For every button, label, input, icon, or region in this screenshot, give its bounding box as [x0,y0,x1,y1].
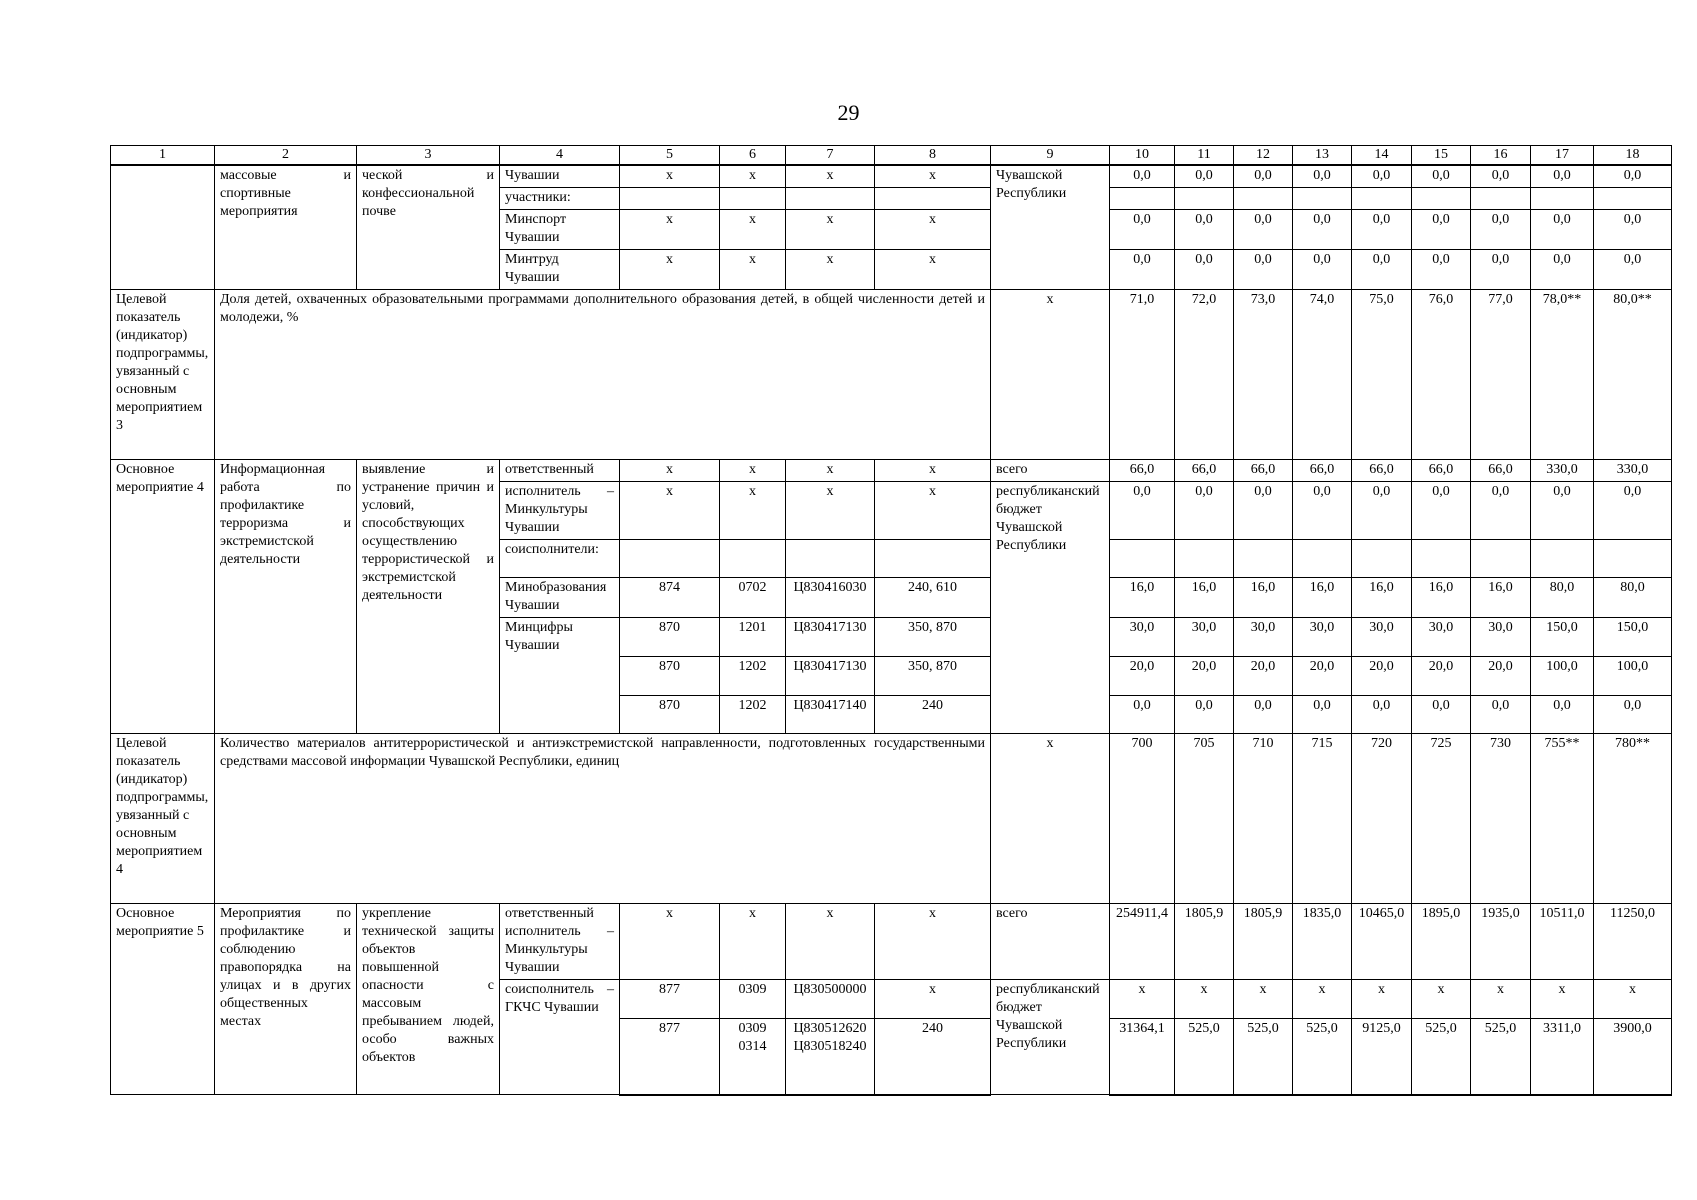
col-num-10: 10 [1110,146,1175,166]
value-cell: x [1531,980,1594,1019]
value-cell: 0,0 [1293,482,1352,540]
col-num-18: 18 [1594,146,1672,166]
value-cell: 30,0 [1352,618,1412,657]
executor: Чувашии [500,165,620,188]
value-cell: 0,0 [1471,250,1531,290]
col-num-14: 14 [1352,146,1412,166]
value-cell: 710 [1234,734,1293,904]
value-cell: 0,0 [1531,210,1594,250]
value-cell: 0,0 [1531,482,1594,540]
value-cell: 77,0 [1471,290,1531,460]
value-cell: x [1352,980,1412,1019]
funding-source: x [991,290,1110,460]
value-cell: 0,0 [1175,210,1234,250]
value-cell: 0,0 [1594,482,1672,540]
target-article-code: x [786,210,875,250]
col-num-1: 1 [111,146,215,166]
grbs-code: x [620,904,720,980]
value-cell: 73,0 [1234,290,1293,460]
value-cell: 730 [1471,734,1531,904]
value-cell: x [1110,980,1175,1019]
value-cell: 0,0 [1234,482,1293,540]
value-cell: 525,0 [1293,1019,1352,1095]
value-cell: 0,0 [1110,250,1175,290]
value-cell: 0,0 [1110,165,1175,188]
target-article-code: x [786,250,875,290]
executor: Минтруд Чувашии [500,250,620,290]
col-num-15: 15 [1412,146,1471,166]
grbs-code: 877 [620,1019,720,1095]
value-cell: 330,0 [1594,460,1672,482]
section-code: x [720,482,786,540]
value-cell: 72,0 [1175,290,1234,460]
value-cell: 0,0 [1594,210,1672,250]
value-cell: 1805,9 [1234,904,1293,980]
activity-name: массовые и спортивные мероприятия [215,165,357,290]
target-article-code: Ц830512620 Ц830518240 [786,1019,875,1095]
value-cell: 74,0 [1293,290,1352,460]
expense-type-code: x [875,482,991,540]
column-number-row [111,146,1672,166]
value-cell: 20,0 [1110,657,1175,696]
value-cell: 715 [1293,734,1352,904]
value-cell: 78,0** [1531,290,1594,460]
grbs-code: 874 [620,578,720,618]
value-cell: 330,0 [1531,460,1594,482]
value-cell: 755** [1531,734,1594,904]
section-code: 0309 [720,980,786,1019]
value-cell: 16,0 [1412,578,1471,618]
grbs-code: x [620,482,720,540]
expense-type-code: 350, 870 [875,657,991,696]
grbs-code: x [620,460,720,482]
value-cell: 66,0 [1110,460,1175,482]
value-cell: 1805,9 [1175,904,1234,980]
table-row [111,290,1672,460]
value-cell: 150,0 [1531,618,1594,657]
target-article-code: Ц830417130 [786,618,875,657]
value-cell: 30,0 [1293,618,1352,657]
value-cell: 75,0 [1352,290,1412,460]
target-article-code: x [786,460,875,482]
col-num-17: 17 [1531,146,1594,166]
value-cell: 725 [1412,734,1471,904]
target-article-code: Ц830416030 [786,578,875,618]
value-cell: 0,0 [1594,165,1672,188]
value-cell: 16,0 [1352,578,1412,618]
value-cell: 16,0 [1175,578,1234,618]
value-cell: 11250,0 [1594,904,1672,980]
value-cell: x [1471,980,1531,1019]
value-cell: 16,0 [1234,578,1293,618]
value-cell: 1935,0 [1471,904,1531,980]
executor: Минспорт Чувашии [500,210,620,250]
value-cell: 30,0 [1234,618,1293,657]
value-cell: 16,0 [1110,578,1175,618]
activity-name: Информационная работа по профилактике терроризма и экстремистской деятельности [215,460,357,734]
value-cell: 71,0 [1110,290,1175,460]
value-cell: 0,0 [1471,482,1531,540]
executor: ответственный [500,460,620,482]
funding-source: x [991,734,1110,904]
value-cell: 0,0 [1412,482,1471,540]
value-cell: 0,0 [1352,482,1412,540]
value-cell: 3900,0 [1594,1019,1672,1095]
col-num-7: 7 [786,146,875,166]
activity-label: Основное мероприятие 5 [111,904,215,1095]
value-cell: 0,0 [1110,482,1175,540]
value-cell: 0,0 [1175,482,1234,540]
value-cell: 30,0 [1110,618,1175,657]
value-cell: 254911,4 [1110,904,1175,980]
value-cell: 10511,0 [1531,904,1594,980]
grbs-code: x [620,165,720,188]
col-num-13: 13 [1293,146,1352,166]
expense-type-code: 350, 870 [875,618,991,657]
value-cell: x [1293,980,1352,1019]
value-cell: 0,0 [1352,165,1412,188]
col-num-9: 9 [991,146,1110,166]
value-cell: 0,0 [1110,696,1175,734]
value-cell: 3311,0 [1531,1019,1594,1095]
section-code: 1202 [720,657,786,696]
grbs-code: 870 [620,657,720,696]
value-cell: 10465,0 [1352,904,1412,980]
value-cell: 150,0 [1594,618,1672,657]
value-cell: 30,0 [1175,618,1234,657]
expense-type-code: x [875,210,991,250]
activity-goal: ческой и конфессиональной почве [357,165,500,290]
value-cell: 0,0 [1531,696,1594,734]
section-code: 0702 [720,578,786,618]
col-num-12: 12 [1234,146,1293,166]
grbs-code: x [620,250,720,290]
expense-type-code: x [875,980,991,1019]
value-cell: 0,0 [1412,165,1471,188]
funding-source: республиканский бюджет Чувашской Республики [991,980,1110,1095]
section-code: x [720,460,786,482]
value-cell: 0,0 [1412,696,1471,734]
value-cell: 66,0 [1471,460,1531,482]
value-cell: 20,0 [1234,657,1293,696]
value-cell: 525,0 [1175,1019,1234,1095]
value-cell: 20,0 [1471,657,1531,696]
indicator-label: Целевой показатель (индикатор) подпрограммы, увязанный с основным мероприятием 4 [111,734,215,904]
expense-type-code: 240, 610 [875,578,991,618]
value-cell: 66,0 [1175,460,1234,482]
page-number: 29 [837,100,860,125]
value-cell: 1835,0 [1293,904,1352,980]
value-cell: 0,0 [1594,696,1672,734]
executor: соисполнитель – ГКЧС Чувашии [500,980,620,1095]
executor: Минобразования Чувашии [500,578,620,618]
executor: исполнитель – Минкультуры Чувашии [500,482,620,540]
executor: соисполнители: [500,540,620,578]
value-cell: 1895,0 [1412,904,1471,980]
value-cell: 705 [1175,734,1234,904]
value-cell: 700 [1110,734,1175,904]
table-row [111,734,1672,904]
value-cell: 0,0 [1234,696,1293,734]
value-cell: 30,0 [1471,618,1531,657]
activity-goal: укрепление технической защиты объектов повышенной опасности с массовым пребыванием людей, особо важных объектов [357,904,500,1095]
section-code: x [720,904,786,980]
value-cell: x [1594,980,1672,1019]
value-cell: 16,0 [1293,578,1352,618]
value-cell: 0,0 [1293,250,1352,290]
col-num-16: 16 [1471,146,1531,166]
indicator-label: Целевой показатель (индикатор) подпрограммы, увязанный с основным мероприятием 3 [111,290,215,460]
value-cell: 20,0 [1175,657,1234,696]
value-cell: 720 [1352,734,1412,904]
value-cell: 80,0** [1594,290,1672,460]
value-cell: 0,0 [1412,250,1471,290]
value-cell: 80,0 [1594,578,1672,618]
grbs-code: x [620,210,720,250]
value-cell: 0,0 [1412,210,1471,250]
value-cell: 20,0 [1412,657,1471,696]
col-num-5: 5 [620,146,720,166]
value-cell: 66,0 [1293,460,1352,482]
value-cell: 0,0 [1471,696,1531,734]
funding-source: всего [991,460,1110,482]
value-cell: 9125,0 [1352,1019,1412,1095]
expense-type-code: 240 [875,696,991,734]
value-cell: 80,0 [1531,578,1594,618]
value-cell: 0,0 [1293,696,1352,734]
target-article-code: Ц830417140 [786,696,875,734]
grbs-code: 877 [620,980,720,1019]
col-num-3: 3 [357,146,500,166]
indicator-description: Доля детей, охваченных образовательными программами дополнительного образования детей, в общей численности детей и молодежи, % [215,290,991,460]
activity-name: Мероприятия по профилактике и соблюдению правопорядка на улицах и в других общественных местах [215,904,357,1095]
value-cell: 0,0 [1234,210,1293,250]
value-cell: 20,0 [1352,657,1412,696]
value-cell: 0,0 [1352,250,1412,290]
target-article-code: Ц830500000 [786,980,875,1019]
indicator-description: Количество материалов антитеррористической и антиэкстремистской направленности, подготовленных государственными средствами массовой информации Чувашской Республики, единиц [215,734,991,904]
value-cell: 66,0 [1234,460,1293,482]
grbs-code: 870 [620,696,720,734]
value-cell: 0,0 [1293,210,1352,250]
executor: участники: [500,188,620,210]
value-cell: 0,0 [1352,210,1412,250]
value-cell: 0,0 [1175,696,1234,734]
value-cell: 0,0 [1110,210,1175,250]
section-code: x [720,250,786,290]
funding-source: республиканский бюджет Чувашской Республики [991,482,1110,734]
executor: Минцифры Чувашии [500,618,620,734]
grbs-code: 870 [620,618,720,657]
value-cell: 525,0 [1234,1019,1293,1095]
value-cell: 66,0 [1412,460,1471,482]
value-cell: 0,0 [1531,250,1594,290]
section-code: 0309 0314 [720,1019,786,1095]
executor: ответственный исполнитель – Минкультуры Чувашии [500,904,620,980]
value-cell: 100,0 [1594,657,1672,696]
value-cell: 31364,1 [1110,1019,1175,1095]
value-cell: 0,0 [1531,165,1594,188]
col-num-2: 2 [215,146,357,166]
section-code: x [720,165,786,188]
value-cell: 780** [1594,734,1672,904]
value-cell: 0,0 [1471,210,1531,250]
target-article-code: x [786,904,875,980]
target-article-code: x [786,482,875,540]
value-cell: 76,0 [1412,290,1471,460]
expense-type-code: x [875,165,991,188]
expense-type-code: x [875,460,991,482]
col-num-6: 6 [720,146,786,166]
value-cell: x [1175,980,1234,1019]
value-cell: x [1412,980,1471,1019]
value-cell: 0,0 [1175,250,1234,290]
value-cell: 0,0 [1234,165,1293,188]
section-code: x [720,210,786,250]
value-cell: 66,0 [1352,460,1412,482]
value-cell: 0,0 [1175,165,1234,188]
value-cell: 20,0 [1293,657,1352,696]
expense-type-code: x [875,904,991,980]
value-cell: x [1234,980,1293,1019]
expense-type-code: x [875,250,991,290]
funding-source: всего [991,904,1110,980]
funding-source: Чувашской Республики [991,165,1110,290]
col-num-11: 11 [1175,146,1234,166]
target-article-code: Ц830417130 [786,657,875,696]
section-code: 1202 [720,696,786,734]
table-row [111,460,1672,482]
value-cell: 0,0 [1471,165,1531,188]
target-article-code: x [786,165,875,188]
value-cell: 0,0 [1234,250,1293,290]
indicator-cell [111,165,215,290]
col-num-8: 8 [875,146,991,166]
budget-table [110,145,1672,1096]
section-code: 1201 [720,618,786,657]
table-row [111,165,1672,188]
value-cell: 0,0 [1352,696,1412,734]
value-cell: 0,0 [1293,165,1352,188]
value-cell: 525,0 [1412,1019,1471,1095]
value-cell: 525,0 [1471,1019,1531,1095]
table-row [111,904,1672,980]
expense-type-code: 240 [875,1019,991,1095]
value-cell: 16,0 [1471,578,1531,618]
activity-goal: выявление и устранение причин и условий, способствующих осуществлению террористической и экстремистской деятельности [357,460,500,734]
activity-label: Основное мероприятие 4 [111,460,215,734]
value-cell: 0,0 [1594,250,1672,290]
value-cell: 100,0 [1531,657,1594,696]
value-cell: 30,0 [1412,618,1471,657]
col-num-4: 4 [500,146,620,166]
